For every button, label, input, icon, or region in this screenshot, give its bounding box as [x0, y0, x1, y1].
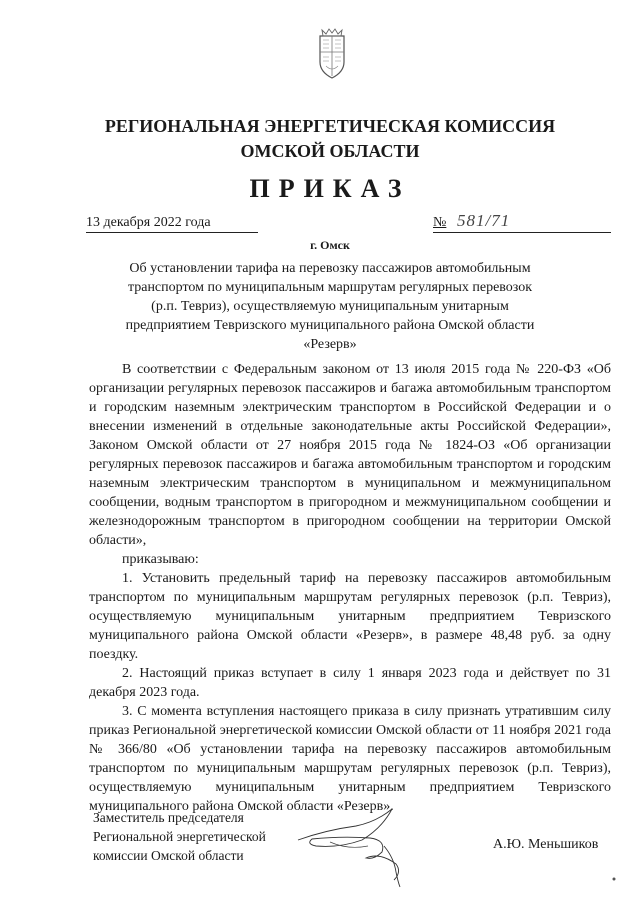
handwritten-signature	[296, 806, 436, 888]
subject-line: «Резерв»	[303, 337, 357, 352]
document-number-field	[433, 212, 611, 233]
number-label: №	[433, 215, 447, 230]
scan-dot-mark	[611, 876, 617, 882]
order-word: приказываю:	[122, 552, 199, 567]
order-item-3: 3. С момента вступления настоящего приказа в силу признать утратившим силу приказ Региональной энергетической комиссии Омской области от 11 ноября 2021 года № 366/80 «Об установлении тарифа на перевозку пассажиров автомобильным транспортом по муниципальным маршрутам регулярных перевозок (р.п. Тевриз), осуществляемую муниципальным унитарным предприятием Тевризского муниципального района Омской области «Резерв».	[89, 704, 611, 814]
document-date: 13 декабря 2022 года	[86, 215, 258, 233]
subject-line: транспортом по муниципальным маршрутам регулярных перевозок	[127, 280, 533, 295]
document-body	[89, 360, 611, 816]
order-item-1: 1. Установить предельный тариф на перевозку пассажиров автомобильным транспортом по муниципальным маршрутам регулярных перевозок (р.п. Тевриз), осуществляемую муниципальным унитарным предприятием Тевризского муниципального района Омской области «Резерв», в размере 48,48 руб. за одну поездку.	[89, 571, 611, 662]
organization-line-1: РЕГИОНАЛЬНАЯ ЭНЕРГЕТИЧЕСКАЯ КОМИССИЯ	[104, 116, 556, 136]
document-subject	[120, 259, 540, 354]
document-number: 581/71	[457, 211, 511, 230]
coat-of-arms-icon	[317, 28, 347, 83]
signer-position	[93, 808, 266, 865]
signer-position-line: комиссии Омской области	[93, 848, 244, 863]
organization-line-2: ОМСКОЙ ОБЛАСТИ	[240, 141, 420, 161]
signer-position-line: Заместитель председателя	[93, 810, 244, 825]
signer-name: А.Ю. Меньшиков	[493, 837, 599, 852]
signer-position-line: Региональной энергетической	[93, 829, 266, 844]
organization-title	[60, 114, 600, 164]
subject-line: Об установлении тарифа на перевозку пассажиров автомобильным	[129, 261, 531, 276]
subject-line: предприятием Тевризского муниципального района Омской области	[125, 318, 535, 333]
document-city: г. Омск	[310, 238, 350, 252]
subject-line: (р.п. Тевриз), осуществляемую муниципальным унитарным	[151, 299, 509, 314]
document-type: ПРИКАЗ	[249, 174, 411, 203]
preamble-paragraph: В соответствии с Федеральным законом от 13 июля 2015 года № 220-ФЗ «Об организации регулярных перевозок пассажиров и багажа автомобильным транспортом и городским наземным электрическим транспортом в Российской Федерации и о внесении изменений в отдельные законодательные акты Российской Федерации», Законом Омской области от 27 ноября 2015 года № 1824-ОЗ «Об организации регулярных перевозок пассажиров и багажа автомобильным транспортом и городским наземным электрическим транспортом в муниципальном и межмуниципальном сообщении, водным транспортом в пригородном и межмуниципальном сообщении и железнодорожным транспортом в пригородном сообщении на территории Омской области»,	[89, 362, 611, 548]
order-item-2: 2. Настоящий приказ вступает в силу 1 января 2023 года и действует по 31 декабря 2023 года.	[89, 666, 611, 700]
